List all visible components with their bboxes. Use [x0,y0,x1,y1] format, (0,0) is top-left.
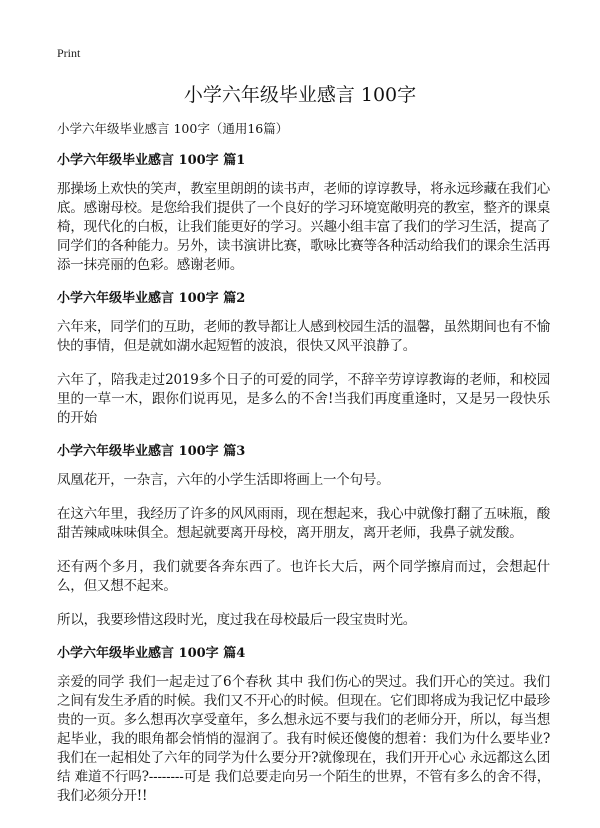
document-subtitle: 小学六年级毕业感言 100字（通用16篇） [57,121,289,136]
paragraph: 还有两个多月，我们就要各奔东西了。也许长大后，两个同学擦肩而过，会想起什么，但又想不起来。 [57,559,550,594]
paragraph: 在这六年里，我经历了许多的风风雨雨，现在想起来，我心中就像打翻了五味瓶，酸甜苦辣咸味味俱全。想起就要离开母校，离开朋友，离开老师，我鼻子就发酸。 [57,506,550,541]
paragraph: 那操场上欢快的笑声，教室里朗朗的读书声，老师的谆谆教导，将永远珍藏在我们心底。感谢母校。是您给我们提供了一个良好的学习环境宽敞明亮的教室，整齐的课桌椅，现代化的白板，让我们能更好的学习。兴趣小组丰富了我们的学习生活，提高了同学们的各种能力。另外，读书演讲比赛，歌咏比赛等各种活动给我们的课余生活再添一抹亮丽的色彩。感谢老师。 [57,181,550,273]
paragraph: 亲爱的同学 我们一起走过了6个春秋 其中 我们伤心的哭过。我们开心的笑过。我们之间有发生矛盾的时候。我们又不开心的时候。但现在。它们即将成为我记忆中最珍贵的一页。多么想再次享受童年，多么想永远不要与我们的老师分开，所以，每当想起毕业，我的眼角都会悄悄的湿润了。我有时候还傻傻的想着：我们为什么要毕业?我们在一起相处了六年的同学为什么要分开?就像现在，我们开开心心 永远都这么团结 难道不行吗?--------可是 我们总要走向另一个陌生的世界，不管有多么的舍不得，我们必须分开!! [57,674,550,804]
section-heading: 小学六年级毕业感言 100字 篇2 [57,291,246,306]
section-heading: 小学六年级毕业感言 100字 篇1 [57,153,246,168]
section-4 [57,645,550,806]
section-heading: 小学六年级毕业感言 100字 篇3 [57,444,246,459]
section-heading: 小学六年级毕业感言 100字 篇4 [57,646,246,661]
section-2 [57,290,550,428]
document-body [57,120,550,821]
paragraph: 凤凰花开，一杂言，六年的小学生活即将画上一个句号。 [57,472,390,488]
print-link[interactable]: Print [57,46,81,60]
paragraph: 所以，我要珍惜这段时光，度过我在母校最后一段宝贵时光。 [57,612,417,628]
section-1 [57,152,550,275]
paragraph: 六年了，陪我走过2019多个日子的可爱的同学，不辞辛劳谆谆教诲的老师，和校园里的一草一木，跟你们说再见，是多么的不舍!当我们再度重逢时，又是另一段快乐的开始 [57,372,550,426]
page-title: 小学六年级毕业感言 100字 [183,84,417,106]
paragraph: 六年来，同学们的互助，老师的教导都让人感到校园生活的温馨，虽然期间也有不愉快的事情，但是就如湖水起短暂的波浪，很快又风平浪静了。 [57,319,550,354]
section-3 [57,443,550,630]
